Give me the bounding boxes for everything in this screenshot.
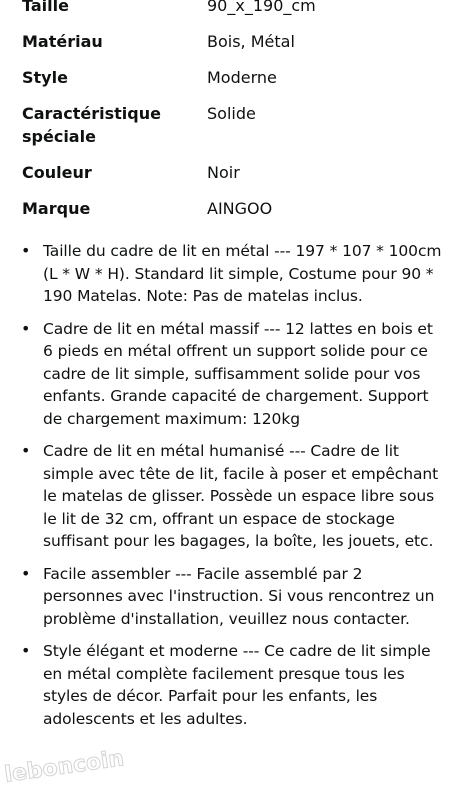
watermark-text: leboncoin <box>3 746 126 788</box>
bullet-dot-icon: • <box>21 241 31 260</box>
spec-value: Solide <box>207 104 256 123</box>
spec-row-size <box>22 0 442 17</box>
list-item <box>20 440 442 553</box>
spec-row-material <box>22 30 442 53</box>
bullet-text: Facile assembler --- Facile assemblé par 2 personnes avec l'instruction. Si vous rencontrez un problème d'installation, veuillez nous contacter. <box>43 564 435 628</box>
bullet-dot-icon: • <box>21 641 31 660</box>
list-item <box>20 640 442 730</box>
bullet-text: Style élégant et moderne --- Ce cadre de lit simple en métal complète facilement presque tous les styles de décor. Parfait pour les enfants, les adolescents et les adultes. <box>43 642 431 728</box>
product-specs-table <box>22 0 442 233</box>
bullet-dot-icon: • <box>21 563 31 583</box>
spec-label: Style <box>22 68 68 87</box>
spec-value: AINGOO <box>207 199 273 218</box>
bullet-text: Cadre de lit en métal humanisé --- Cadre de lit simple avec tête de lit, facile à poser et empêchant le matelas de glisser. Possède un espace libre sous le lit de 32 cm, offrant un espace de stockage suffisant pour les bagages, la boîte, les jouets, etc. <box>43 442 439 550</box>
spec-row-color <box>22 161 442 184</box>
spec-label: Matériau <box>22 32 103 51</box>
list-item <box>20 318 442 431</box>
spec-label: Marque <box>22 199 91 218</box>
list-item <box>20 240 442 308</box>
bullet-dot-icon: • <box>21 441 31 460</box>
spec-value: Noir <box>207 163 240 182</box>
bullet-text: Taille du cadre de lit en métal --- 197 * 107 * 100cm (L * W * H). Standard lit simple, Costume pour 90 * 190 Matelas. Note: Pas de matelas inclus. <box>43 242 442 305</box>
spec-value: 90_x_190_cm <box>207 0 316 15</box>
spec-label: Caractéristique spéciale <box>22 104 161 146</box>
spec-label: Taille <box>22 0 69 15</box>
spec-value: Moderne <box>207 68 277 87</box>
feature-bullet-list <box>20 240 442 740</box>
spec-label: Couleur <box>22 163 92 182</box>
leboncoin-watermark-logo <box>3 746 126 801</box>
bullet-text: Cadre de lit en métal massif --- 12 lattes en bois et 6 pieds en métal offrent un support solide pour ce cadre de lit simple, suffisamment solide pour vos enfants. Grande capacité de chargement. Support de chargement maximum: 120kg <box>43 319 433 428</box>
spec-row-special-feature <box>22 102 442 148</box>
list-item <box>20 563 442 631</box>
bullet-dot-icon: • <box>21 318 31 338</box>
spec-row-style <box>22 66 442 89</box>
spec-row-brand <box>22 197 442 220</box>
spec-value: Bois, Métal <box>207 32 295 51</box>
